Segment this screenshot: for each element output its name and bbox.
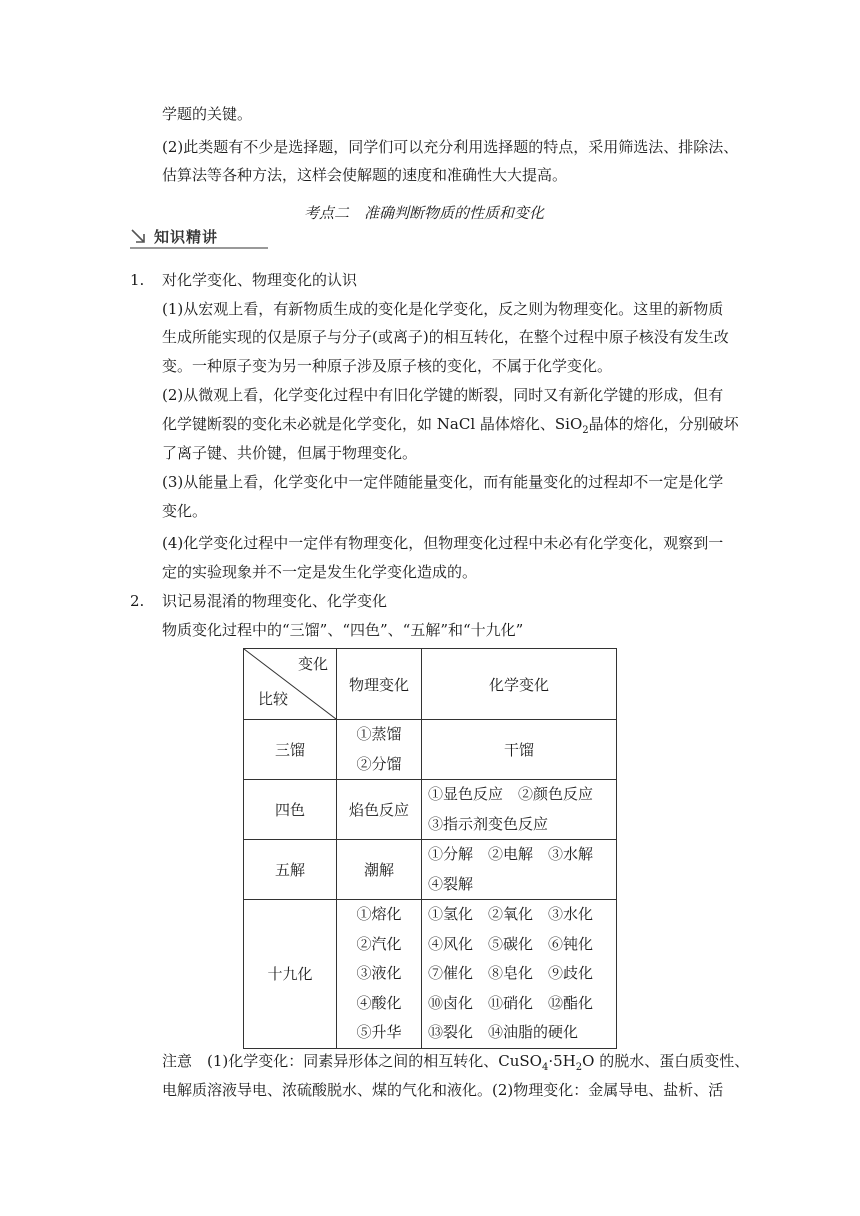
item1-p1-line1: (1)从宏观上看，有新物质生成的变化是化学变化，反之则为物理变化。这里的新物质	[162, 300, 724, 318]
physical-item: ①熔化	[356, 905, 402, 923]
note-line1-part1: 注意 (1)化学变化：同素异形体之间的相互转化、CuSO	[162, 1052, 542, 1070]
physical-item: ①蒸馏	[356, 725, 402, 743]
item1-p4-line1: (4)化学变化过程中一定伴有物理变化，但物理变化过程中未必有化学变化，观察到一	[162, 534, 724, 552]
table-row	[244, 900, 617, 1049]
physical-item: ③液化	[356, 964, 402, 982]
intro-line-3: 估算法等各种方法，这样会使解题的速度和准确性大大提高。	[162, 166, 568, 184]
item1-p2-line2-sub: 2	[582, 425, 589, 436]
col-header-chemical: 化学变化	[422, 649, 617, 720]
physical-cell	[337, 900, 422, 1049]
table-row	[244, 780, 617, 840]
header-underline	[130, 247, 268, 249]
intro-line-2: (2)此类题有不少是选择题，同学们可以充分利用选择题的特点，采用筛选法、排除法、	[162, 138, 739, 156]
chemical-cell	[422, 780, 617, 840]
physical-item: ②汽化	[356, 934, 402, 953]
item2-title: 识记易混淆的物理变化、化学变化	[162, 592, 388, 610]
note-line-2: 电解质溶液导电、浓硫酸脱水、煤的气化和液化。(2)物理变化：金属导电、盐析、活	[162, 1081, 724, 1099]
physical-item: ②分馏	[356, 754, 402, 773]
chemical-cell	[422, 840, 617, 900]
row-label: 十九化	[244, 900, 337, 1049]
chemical-item: ⑬裂化 ⑭油脂的硬化	[428, 1023, 579, 1041]
table-row	[244, 840, 617, 900]
note-line1-part3: O 的脱水、蛋白质变性、	[582, 1052, 750, 1070]
chemical-item: ①氢化 ②氧化 ③水化	[428, 905, 594, 923]
arrow-icon	[130, 228, 148, 246]
chemical-item: ④裂解	[428, 874, 474, 893]
section-title: 考点二 准确判断物质的性质和变化	[304, 204, 545, 222]
chemical-cell	[422, 900, 617, 1049]
table-row	[244, 720, 617, 780]
item2-subtitle: 物质变化过程中的“三馏”、“四色”、“五解”和“十九化”	[162, 621, 524, 639]
table-corner-cell	[244, 649, 337, 720]
physical-cell: 潮解	[337, 840, 422, 900]
physical-item: ④酸化	[356, 993, 402, 1012]
chemical-item: ①显色反应 ②颜色反应	[428, 785, 594, 803]
row-label: 三馏	[244, 720, 337, 780]
item1-p2-line2-part2: 晶体的熔化，分别破坏	[588, 415, 739, 433]
row-label: 五解	[244, 840, 337, 900]
note-line1-sub1: 4	[541, 1062, 549, 1073]
row-label: 四色	[244, 780, 337, 840]
item1-p3-line2: 变化。	[162, 502, 208, 520]
item1-p2-line2	[162, 414, 739, 441]
chemical-item: ③指示剂变色反应	[428, 814, 549, 833]
knowledge-header-label: 知识精讲	[154, 228, 219, 246]
note-line1-part2: ·5H	[548, 1052, 576, 1070]
note-line1-sub2: 2	[575, 1062, 583, 1073]
physical-cell: 焰色反应	[337, 780, 422, 840]
item1-p1-line3: 变。一种原子变为另一种原子涉及原子核的变化，不属于化学变化。	[162, 357, 613, 375]
item2-heading	[130, 591, 387, 611]
item2-number: 2.	[130, 592, 145, 610]
chemical-item: ①分解 ②电解 ③水解	[428, 845, 594, 863]
chemical-cell: 干馏	[422, 720, 617, 780]
item1-p1-line2: 生成所能实现的仅是原子与分子(或离子)的相互转化，在整个过程中原子核没有发生改	[162, 328, 729, 346]
item1-p2-line1: (2)从微观上看，化学变化过程中有旧化学键的断裂，同时又有新化学键的形成，但有	[162, 386, 724, 404]
comparison-table	[243, 648, 617, 1049]
intro-line-1: 学题的关键。	[162, 105, 253, 123]
corner-bottom-label: 比较	[258, 690, 289, 708]
item1-p3-line1: (3)从能量上看，化学变化中一定伴随能量变化，而有能量变化的过程却不一定是化学	[162, 473, 724, 491]
item1-p4-line2: 定的实验现象并不一定是发生化学变化造成的。	[162, 563, 478, 581]
item1-number: 1.	[130, 271, 145, 289]
item1-title: 对化学变化、物理变化的认识	[162, 271, 358, 289]
item1-p2-line2-part1: 化学键断裂的变化未必就是化学变化，如 NaCl 晶体熔化、SiO	[162, 415, 583, 433]
corner-top-label: 变化	[297, 655, 328, 673]
col-header-physical: 物理变化	[337, 649, 422, 720]
chemical-item: ⑩卤化 ⑪硝化 ⑫酯化	[428, 993, 594, 1012]
note-line-1	[162, 1051, 749, 1078]
item1-p2-line3: 了离子键、共价键，但属于物理变化。	[162, 444, 418, 462]
item1-heading	[130, 270, 357, 290]
knowledge-header	[130, 226, 270, 250]
chemical-item: ⑦催化 ⑧皂化 ⑨歧化	[428, 964, 594, 982]
chemical-item: ④风化 ⑤碳化 ⑥钝化	[428, 934, 594, 953]
physical-item: ⑤升华	[356, 1023, 402, 1041]
physical-cell	[337, 720, 422, 780]
table-header-row	[244, 649, 617, 720]
